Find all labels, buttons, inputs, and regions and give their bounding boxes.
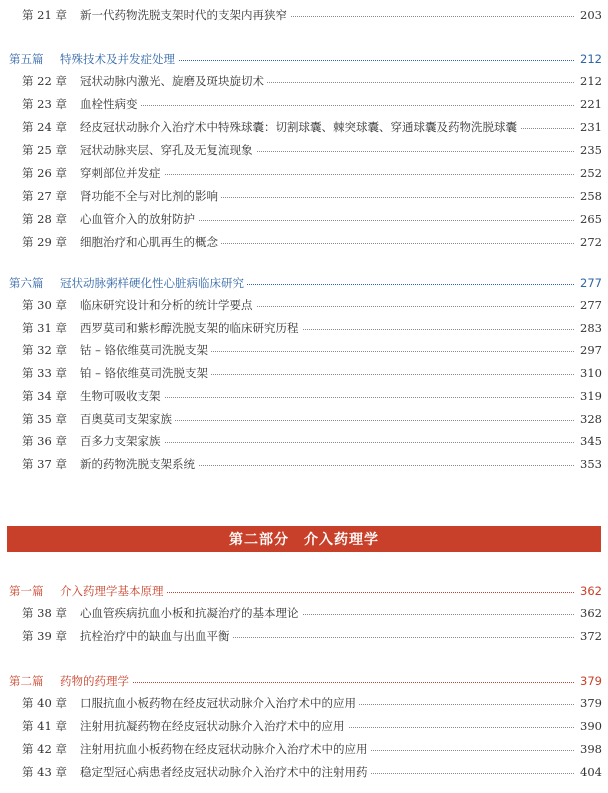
chapter-number: 第 23 章	[22, 97, 67, 111]
chapter-number: 第 35 章	[22, 411, 67, 426]
page-number: 353	[577, 457, 602, 471]
toc-entry[interactable]	[0, 294, 608, 316]
chapter-title: 细胞治疗和心肌再生的概念	[80, 234, 221, 250]
chapter-title: 抗栓治疗中的缺血与出血平衡	[80, 628, 233, 644]
page-number: 272	[577, 235, 602, 249]
part-number: 第五篇	[9, 52, 44, 66]
toc-entry[interactable]	[0, 185, 608, 207]
chapter-number: 第 27 章	[22, 189, 67, 203]
chapter-title: 百奥莫司支架家族	[80, 411, 175, 427]
part-title: 特殊技术及并发症处理	[60, 51, 178, 67]
toc-entry[interactable]	[0, 93, 608, 115]
leader-dots	[80, 105, 574, 106]
toc-entry[interactable]	[0, 761, 608, 783]
toc-entry[interactable]	[0, 139, 608, 161]
chapter-number: 第 21 章	[22, 8, 67, 22]
chapter-number: 第 43 章	[22, 765, 67, 779]
page-number: 277	[577, 298, 602, 312]
toc-entry[interactable]	[0, 453, 608, 475]
part-heading[interactable]	[0, 670, 608, 692]
page-number: 265	[577, 212, 602, 226]
page-number: 231	[577, 120, 602, 134]
toc-entry[interactable]	[0, 738, 608, 760]
toc-entry[interactable]	[0, 339, 608, 361]
chapter-title: 肾功能不全与对比剂的影响	[80, 188, 221, 204]
page-number: 203	[577, 8, 602, 22]
toc-entry[interactable]	[0, 715, 608, 737]
section-banner: 第二部分 介入药理学	[7, 526, 601, 552]
chapter-number: 第 28 章	[22, 212, 67, 226]
toc-entry[interactable]	[0, 385, 608, 407]
chapter-title: 新一代药物洗脱支架时代的支架内再狭窄	[80, 7, 290, 23]
chapter-title: 临床研究设计和分析的统计学要点	[80, 297, 256, 313]
toc-entry[interactable]	[0, 692, 608, 714]
chapter-title: 心血管疾病抗血小板和抗凝治疗的基本理论	[80, 605, 302, 621]
chapter-number: 第 33 章	[22, 366, 67, 381]
part-heading[interactable]	[0, 272, 608, 294]
part-number: 第一篇	[9, 584, 44, 598]
part-number: 第六篇	[9, 276, 44, 290]
chapter-title: 铂 – 铬依维莫司洗脱支架	[80, 365, 211, 381]
toc-entry[interactable]	[0, 4, 608, 26]
chapter-number: 第 37 章	[22, 456, 67, 471]
page-number: 379	[577, 674, 602, 688]
page-number: 362	[577, 606, 602, 620]
part-heading[interactable]	[0, 48, 608, 70]
chapter-number: 第 42 章	[22, 742, 67, 756]
chapter-title: 百多力支架家族	[80, 433, 164, 449]
chapter-number: 第 29 章	[22, 235, 67, 249]
page-number: 212	[577, 52, 602, 66]
chapter-title: 钴 – 铬依维莫司洗脱支架	[80, 342, 211, 358]
chapter-number: 第 34 章	[22, 388, 67, 403]
toc-entry[interactable]	[0, 208, 608, 230]
chapter-title: 注射用抗凝药物在经皮冠状动脉介入治疗术中的应用	[80, 718, 348, 734]
page-number: 404	[577, 765, 602, 779]
toc-entry[interactable]	[0, 408, 608, 430]
toc-entry[interactable]	[0, 602, 608, 624]
chapter-number: 第 31 章	[22, 320, 67, 335]
chapter-title: 冠状动脉内激光、旋磨及斑块旋切术	[80, 73, 267, 89]
toc-entry[interactable]	[0, 70, 608, 92]
page-number: 277	[577, 276, 602, 290]
toc-entry[interactable]	[0, 231, 608, 253]
page-number: 310	[577, 366, 602, 380]
page-number: 372	[577, 629, 602, 643]
chapter-title: 新的药物洗脱支架系统	[80, 456, 198, 472]
chapter-title: 血栓性病变	[80, 96, 141, 112]
leader-dots	[60, 682, 574, 683]
page-number: 345	[577, 434, 602, 448]
chapter-number: 第 30 章	[22, 298, 67, 312]
chapter-title: 穿刺部位并发症	[80, 165, 164, 181]
page-number: 390	[577, 719, 602, 733]
chapter-title: 心血管介入的放射防护	[80, 211, 198, 227]
page-number: 221	[577, 97, 602, 111]
chapter-title: 西罗莫司和紫杉醇洗脱支架的临床研究历程	[80, 320, 302, 336]
chapter-title: 生物可吸收支架	[80, 388, 164, 404]
chapter-number: 第 32 章	[22, 343, 67, 358]
chapter-number: 第 38 章	[22, 606, 67, 620]
chapter-number: 第 41 章	[22, 719, 67, 733]
page-number: 212	[577, 74, 602, 88]
page-number: 379	[577, 696, 602, 710]
page-number: 283	[577, 321, 602, 335]
page-number: 398	[577, 742, 602, 756]
page-number: 297	[577, 343, 602, 357]
part-title: 药物的药理学	[60, 673, 132, 689]
part-number: 第二篇	[9, 674, 44, 688]
chapter-number: 第 40 章	[22, 696, 67, 710]
part-title: 介入药理学基本原理	[60, 583, 167, 599]
page-number: 252	[577, 166, 602, 180]
chapter-title: 冠状动脉夹层、穿孔及无复流现象	[80, 142, 256, 158]
page-number: 235	[577, 143, 602, 157]
part-title: 冠状动脉粥样硬化性心脏病临床研究	[60, 275, 247, 291]
chapter-title: 经皮冠状动脉介入治疗术中特殊球囊：切割球囊、棘突球囊、穿通球囊及药物洗脱球囊	[80, 119, 520, 135]
chapter-number: 第 22 章	[22, 74, 67, 88]
chapter-title: 稳定型冠心病患者经皮冠状动脉介入治疗术中的注射用药	[80, 764, 371, 780]
page-number: 362	[577, 584, 602, 598]
toc-entry[interactable]	[0, 116, 608, 138]
chapter-number: 第 39 章	[22, 629, 67, 643]
toc-entry[interactable]	[0, 625, 608, 647]
page-number: 328	[577, 412, 602, 426]
part-heading[interactable]	[0, 580, 608, 602]
chapter-number: 第 36 章	[22, 434, 67, 449]
toc-entry[interactable]	[0, 317, 608, 339]
toc-entry[interactable]	[0, 362, 608, 384]
chapter-number: 第 25 章	[22, 143, 67, 157]
chapter-number: 第 26 章	[22, 166, 67, 180]
chapter-title: 口服抗血小板药物在经皮冠状动脉介入治疗术中的应用	[80, 695, 359, 711]
page-number: 319	[577, 389, 602, 403]
toc-entry[interactable]	[0, 430, 608, 452]
chapter-title: 注射用抗血小板药物在经皮冠状动脉介入治疗术中的应用	[80, 741, 371, 757]
chapter-number: 第 24 章	[22, 120, 67, 134]
toc-entry[interactable]	[0, 162, 608, 184]
page-number: 258	[577, 189, 602, 203]
